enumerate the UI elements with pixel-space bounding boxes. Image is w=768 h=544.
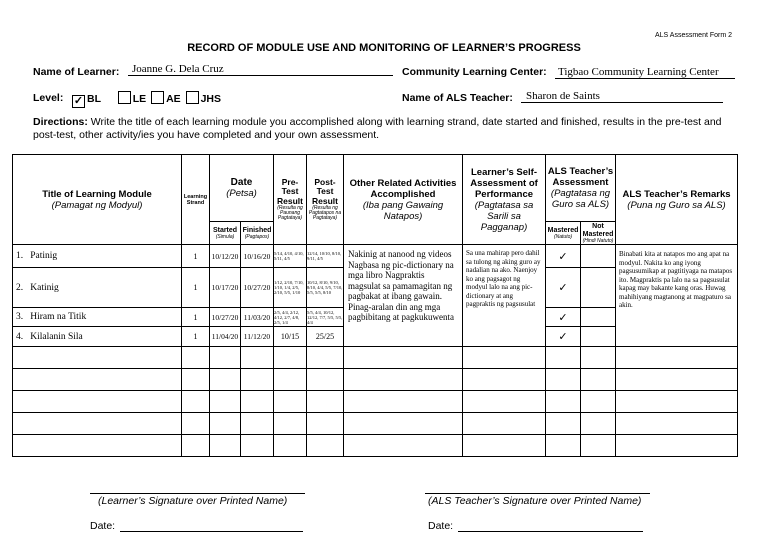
- level-option-le[interactable]: LE: [118, 93, 146, 105]
- strand-cell: 1: [182, 327, 210, 347]
- level-options: [72, 91, 221, 108]
- learner-signature-caption: (Learner’s Signature over Printed Name): [98, 495, 288, 507]
- teacher-signature-line[interactable]: [425, 493, 650, 494]
- finished-cell: 10/16/20: [241, 245, 274, 268]
- header-pre-test: Pre-Test Result (Resulta ng Paunang Pagtataya): [274, 155, 307, 245]
- clc-field[interactable]: [555, 65, 735, 79]
- strand-cell: 1: [182, 308, 210, 327]
- level-option-jhs[interactable]: JHS: [186, 93, 221, 105]
- empty-row: [13, 369, 738, 391]
- pre-test-cell: 10/15: [274, 327, 307, 347]
- pre-test-cell: 1/12, 2/10, 7/10, 1/10, 1/4, 2/5, 2/10, 5/5, 1/10: [274, 268, 307, 308]
- level-option-ae[interactable]: AE: [151, 93, 181, 105]
- finished-cell: 11/12/20: [241, 327, 274, 347]
- learner-signature-line[interactable]: [90, 493, 305, 494]
- module-table: [12, 154, 738, 457]
- finished-cell: 11/03/20: [241, 308, 274, 327]
- clc-label: Community Learning Center:: [402, 66, 547, 78]
- learner-field[interactable]: [128, 62, 393, 76]
- teacher-signature-caption: (ALS Teacher’s Signature over Printed Name): [428, 495, 642, 507]
- not-mastered-cell[interactable]: [581, 268, 616, 308]
- not-mastered-cell[interactable]: [581, 308, 616, 327]
- post-test-cell: 5/5, 4/4, 10/12, 12/12, 7/7, 5/5, 5/5, 4/4: [307, 309, 343, 325]
- header-self-assessment: Learner’s Self-Assessment of Performance (Pagtatasa sa Sarili sa Pagganap): [463, 155, 546, 245]
- directions-text: Write the title of each learning module you accomplished along with learning strand, date started and finished, results in the pre-test and post-test, other activity/ies you have completed and your own assessment.: [33, 116, 722, 141]
- not-mastered-cell[interactable]: [581, 245, 616, 268]
- self-assessment-cell: Sa una mahirap pero dahil sa tulong ng aking guro ay nadalian na ako. Naenjoy ko ang pagsagot ng modyul lalo na ang pic-dictionary at ang pagpraktis ng pagsusulat: [463, 245, 546, 347]
- teacher-field[interactable]: [521, 89, 723, 103]
- header-remarks: ALS Teacher’s Remarks (Puna ng Guro sa ALS): [616, 155, 738, 245]
- strand-cell: 1: [182, 245, 210, 268]
- not-mastered-cell[interactable]: [581, 327, 616, 347]
- header-not-mastered: Not Mastered (Hindi Natuto): [581, 222, 616, 245]
- clc-value: Tigbao Community Learning Center: [558, 66, 719, 78]
- learner-date-field[interactable]: [120, 531, 303, 532]
- remarks-cell: Binabati kita at natapos mo ang apat na modyul. Nakita ko ang iyong pagsusumikap at pagtitiyaga na matapos ito. Magpraktis pa lalo na sa pagsusulat kapag may bakante kang oras. Huwag mahihiyang magtanong at magpaturo sa akin.: [616, 245, 738, 347]
- mastered-check[interactable]: ✓: [546, 308, 581, 327]
- mastered-check[interactable]: ✓: [546, 268, 581, 308]
- empty-row: [13, 435, 738, 457]
- post-test-cell: 10/12, 8/10, 9/10, 8/10, 4/4, 5/5, 7/10, 5/5, 5/5, 8/10: [307, 268, 344, 308]
- other-activities-cell: Nakinig at nanood ng videos Nagbasa ng pic-dictionary na mga libro Nagpraktis magsulat sa pamamagitan ng pagbakat at ibang gawain. Pinag-aralan din ang mga pagbibitang at pagkukuwenta: [344, 245, 463, 347]
- header-teacher-assessment: ALS Teacher’s Assessment (Pagtatasa ng Guro sa ALS): [546, 155, 616, 222]
- pre-test-cell: 5/14, 4/10, 4/10, 5/11, 4/5: [274, 245, 307, 268]
- level-label: Level:: [33, 92, 64, 104]
- teacher-date-field[interactable]: [458, 531, 643, 532]
- mastered-check[interactable]: ✓: [546, 245, 581, 268]
- teacher-label: Name of ALS Teacher:: [402, 92, 513, 104]
- mastered-check[interactable]: ✓: [546, 327, 581, 347]
- teacher-value: Sharon de Saints: [526, 90, 600, 102]
- checkbox-le[interactable]: [118, 91, 131, 104]
- header-other-activities: Other Related Activities Accomplished (Iba pang Gawaing Natapos): [344, 155, 463, 245]
- module-title-cell: 2. Katinig: [13, 268, 182, 308]
- header-mastered: Mastered (Natuto): [546, 222, 581, 245]
- directions: [33, 116, 743, 142]
- strand-cell: 1: [182, 268, 210, 308]
- teacher-date-label: Date:: [428, 520, 454, 532]
- post-test-cell: 12/14, 10/10, 8/10, 9/11, 4/5: [307, 245, 344, 268]
- started-cell: 10/12/20: [210, 245, 241, 268]
- form-title: RECORD OF MODULE USE AND MONITORING OF LEARNER’S PROGRESS: [187, 42, 581, 54]
- post-test-cell: 25/25: [307, 327, 344, 347]
- header-strand: Learning Strand: [182, 155, 210, 245]
- started-cell: 10/27/20: [210, 308, 241, 327]
- header-post-test: Post-Test Result (Resulta ng Pagtatapos na Pagtataya): [307, 155, 344, 245]
- table-row: [13, 245, 738, 268]
- header-finished: Finished (Pagtapos): [241, 222, 274, 245]
- header-started: Started (Simula): [210, 222, 241, 245]
- pre-test-cell: 2/5, 4/4, 2/12, 4/12, 2/7, 4/8, 2/5, 1/4: [274, 308, 307, 327]
- module-title-cell: 3. Hiram na Titik: [13, 308, 182, 327]
- module-title-cell: 1. Patinig: [13, 245, 182, 268]
- header-title: Title of Learning Module (Pamagat ng Modyul): [13, 155, 182, 245]
- header-date: Date (Petsa): [210, 155, 274, 222]
- learner-value: Joanne G. Dela Cruz: [132, 63, 224, 75]
- learner-date-label: Date:: [90, 520, 116, 532]
- started-cell: 10/17/20: [210, 268, 241, 308]
- checkbox-bl[interactable]: ✓: [73, 95, 84, 107]
- empty-row: [13, 347, 738, 369]
- finished-cell: 10/27/20: [241, 268, 274, 308]
- level-option-bl[interactable]: ✓ BL: [73, 93, 101, 107]
- checkbox-ae[interactable]: [151, 91, 164, 104]
- checkbox-jhs[interactable]: [186, 91, 199, 104]
- started-cell: 11/04/20: [210, 327, 241, 347]
- module-title-cell: 4. Kilalanin Sila: [13, 327, 182, 347]
- directions-label: Directions:: [33, 116, 88, 128]
- empty-row: [13, 413, 738, 435]
- empty-row: [13, 391, 738, 413]
- form-number: ALS Assessment Form 2: [655, 32, 733, 39]
- learner-label: Name of Learner:: [33, 66, 120, 78]
